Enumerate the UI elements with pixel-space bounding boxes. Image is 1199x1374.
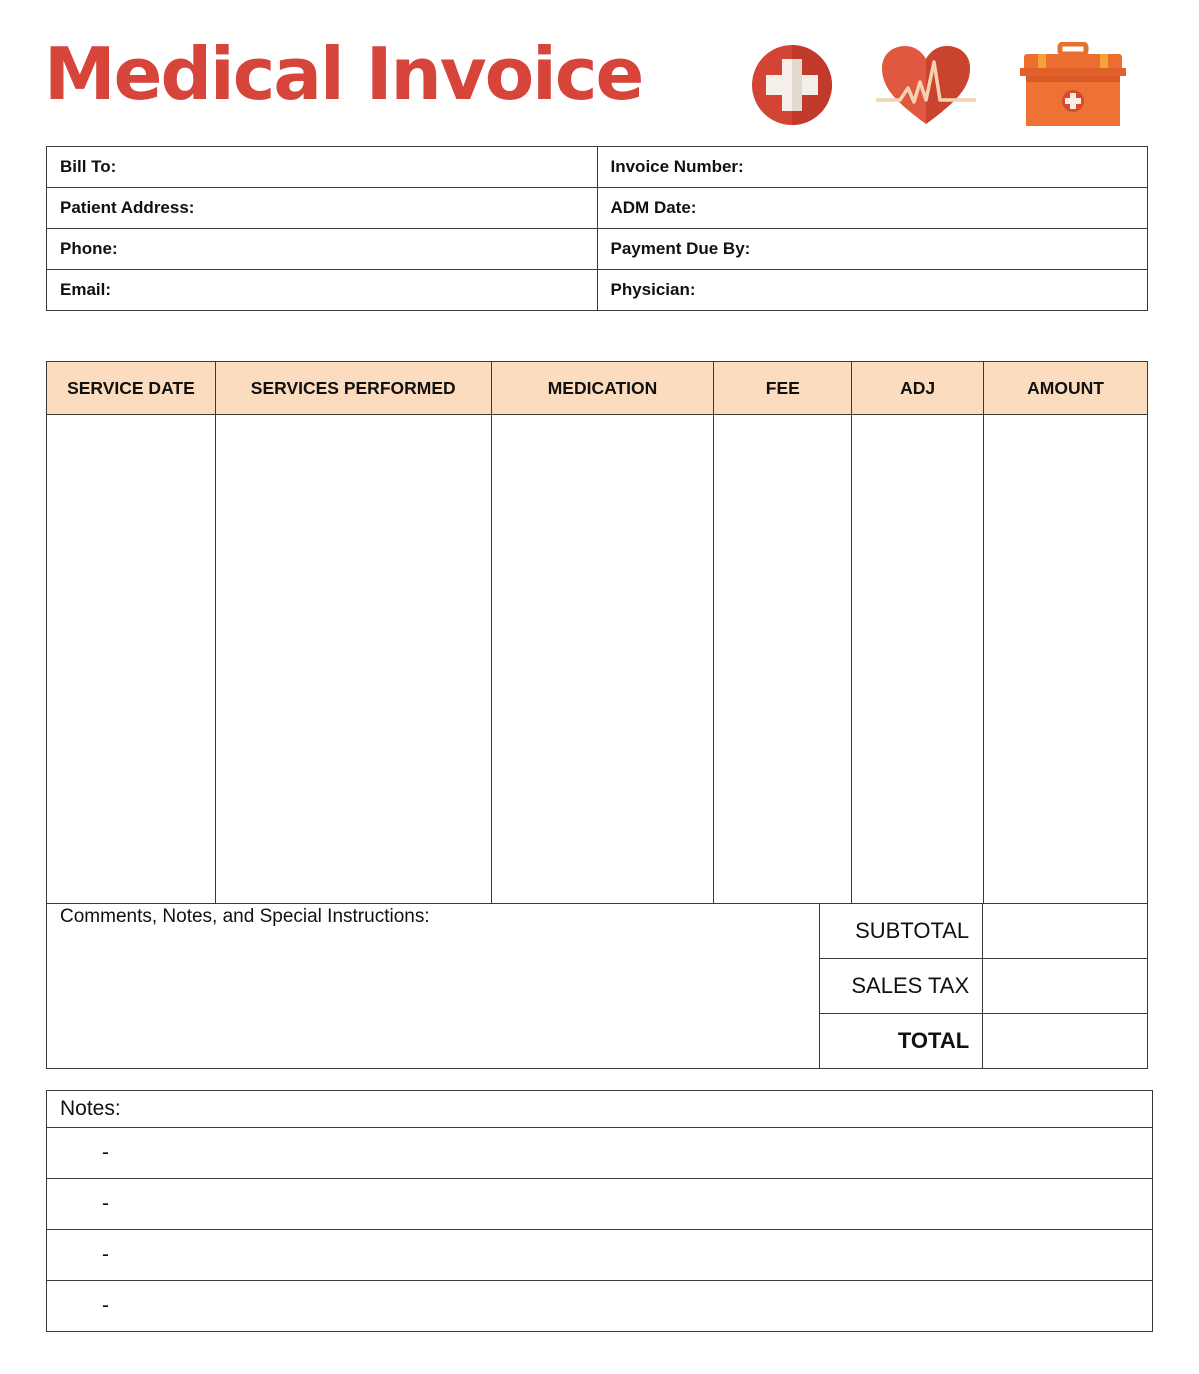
notes-label: Notes: <box>47 1091 1153 1128</box>
info-row <box>47 229 1148 270</box>
notes-table <box>46 1090 1153 1332</box>
subtotal-label: SUBTOTAL <box>820 904 983 959</box>
payment-due-field[interactable]: Payment Due By: <box>597 229 1148 270</box>
note-line[interactable]: - <box>47 1179 1153 1230</box>
service-date-cell[interactable] <box>47 415 216 904</box>
sales-tax-value[interactable] <box>983 959 1148 1014</box>
info-row <box>47 270 1148 311</box>
col-fee: FEE <box>714 362 852 415</box>
physician-field[interactable]: Physician: <box>597 270 1148 311</box>
services-table <box>46 361 1148 904</box>
medication-cell[interactable] <box>491 415 714 904</box>
note-line[interactable]: - <box>47 1128 1153 1179</box>
email-field[interactable]: Email: <box>47 270 598 311</box>
info-row <box>47 188 1148 229</box>
info-row <box>47 147 1148 188</box>
col-medication: MEDICATION <box>491 362 714 415</box>
services-body-row <box>47 415 1148 904</box>
heartbeat-icon <box>876 44 976 126</box>
page-title: Medical Invoice <box>44 32 643 116</box>
col-services-performed: SERVICES PERFORMED <box>215 362 491 415</box>
comments-area[interactable] <box>47 904 820 1069</box>
adj-cell[interactable] <box>852 415 984 904</box>
adm-date-field[interactable]: ADM Date: <box>597 188 1148 229</box>
bill-to-field[interactable]: Bill To: <box>47 147 598 188</box>
sales-tax-label: SALES TAX <box>820 959 983 1014</box>
total-value[interactable] <box>983 1014 1148 1069</box>
col-adj: ADJ <box>852 362 984 415</box>
fee-cell[interactable] <box>714 415 852 904</box>
patient-address-field[interactable]: Patient Address: <box>47 188 598 229</box>
comments-label: Comments, Notes, and Special Instructions: <box>60 906 430 927</box>
col-service-date: SERVICE DATE <box>47 362 216 415</box>
amount-cell[interactable] <box>984 415 1148 904</box>
invoice-number-field[interactable]: Invoice Number: <box>597 147 1148 188</box>
total-label: TOTAL <box>820 1014 983 1069</box>
patient-info-table <box>46 146 1148 311</box>
services-header-row <box>47 362 1148 415</box>
note-line[interactable]: - <box>47 1230 1153 1281</box>
services-performed-cell[interactable] <box>215 415 491 904</box>
note-line[interactable]: - <box>47 1281 1153 1332</box>
col-amount: AMOUNT <box>984 362 1148 415</box>
medical-cross-icon <box>751 44 833 126</box>
totals-table <box>46 903 1148 1069</box>
phone-field[interactable]: Phone: <box>47 229 598 270</box>
first-aid-kit-icon <box>1018 42 1128 128</box>
subtotal-value[interactable] <box>983 904 1148 959</box>
